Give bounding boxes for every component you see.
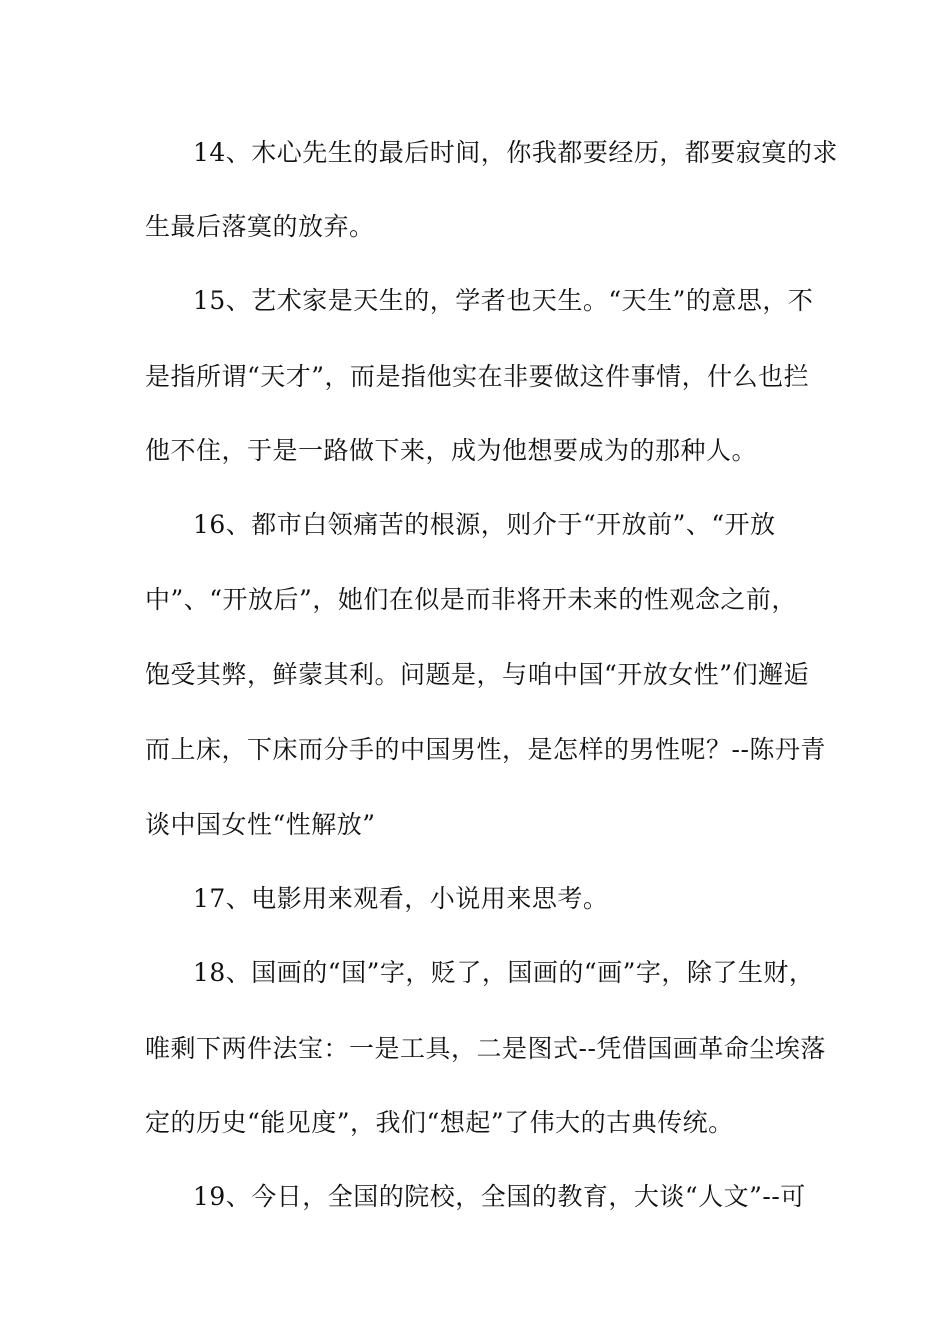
paragraph-16-line-3: 饱受其弊，鲜蒙其利。问题是，与咱中国“开放女性”们邂逅 <box>145 660 810 689</box>
paragraph-16-line-1: 16、都市白领痛苦的根源，则介于“开放前”、“开放 <box>193 510 776 539</box>
paragraph-16-line-4: 而上床，下床而分手的中国男性，是怎样的男性呢？--陈丹青 <box>145 735 826 764</box>
paragraph-15-line-3: 他不住，于是一路做下来，成为他想要成为的那种人。 <box>145 436 758 465</box>
paragraph-18-line-1: 18、国画的“国”字，贬了，国画的“画”字，除了生财， <box>193 958 815 987</box>
paragraph-18-line-3: 定的历史“能见度”，我们“想起”了伟大的古典传统。 <box>145 1108 734 1137</box>
paragraph-14-line-2: 生最后落寞的放弃。 <box>145 212 375 241</box>
paragraph-16-line-2: 中”、“开放后”，她们在似是而非将开未来的性观念之前， <box>145 585 797 614</box>
paragraph-17-line-1: 17、电影用来观看，小说用来思考。 <box>193 884 609 913</box>
paragraph-16-line-5: 谈中国女性“性解放” <box>145 810 376 839</box>
paragraph-15-line-2: 是指所谓“天才”，而是指他实在非要做这件事情，什么也拦 <box>145 362 810 391</box>
paragraph-15-line-1: 15、艺术家是天生的，学者也天生。“天生”的意思，不 <box>193 286 814 315</box>
paragraph-19-line-1: 19、今日，全国的院校，全国的教育，大谈“人文”--可 <box>193 1182 806 1211</box>
paragraph-14-line-1: 14、木心先生的最后时间，你我都要经历，都要寂寞的求 <box>193 138 838 167</box>
paragraph-18-line-2: 唯剩下两件法宝：一是工具，二是图式--凭借国画革命尘埃落 <box>145 1034 826 1063</box>
